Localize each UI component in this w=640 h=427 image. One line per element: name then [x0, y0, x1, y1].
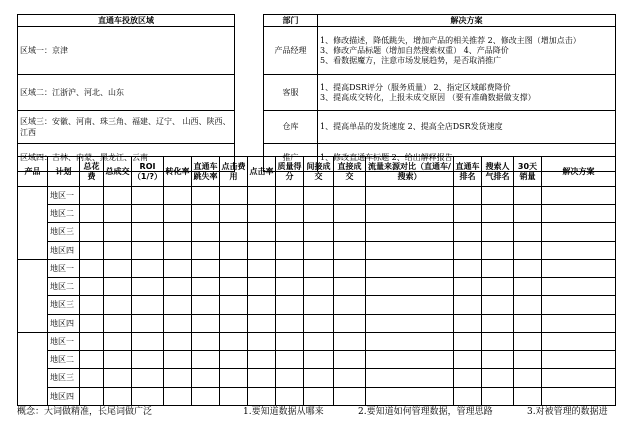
- data-cell: [514, 223, 542, 242]
- data-cell: [220, 205, 248, 223]
- data-cell: [248, 205, 276, 223]
- data-cell: [192, 205, 220, 223]
- product-cell: [18, 187, 48, 260]
- region-row-4: 区域四：吉林、内蒙、黑龙江、云南: [18, 144, 235, 172]
- data-cell: [514, 388, 542, 406]
- table-row: [18, 296, 616, 315]
- data-cell: [334, 388, 366, 406]
- data-cell: [132, 388, 164, 406]
- data-cell: [482, 296, 514, 315]
- table-row: [18, 388, 616, 406]
- footer-item-3: 3.对被管理的数据进: [527, 407, 608, 417]
- header-search-rank: 搜索人气排名: [482, 157, 514, 187]
- data-cell: [164, 260, 192, 278]
- data-cell: [542, 223, 616, 242]
- data-cell: [248, 187, 276, 205]
- data-cell: [454, 223, 482, 242]
- region-row-1: 区域一：京津: [18, 27, 235, 75]
- data-cell: [164, 205, 192, 223]
- data-cell: [276, 333, 304, 351]
- plan-cell: 地区一: [48, 333, 80, 351]
- data-cell: [220, 187, 248, 205]
- data-cell: [132, 223, 164, 242]
- dept-product-manager: 产品经理: [264, 27, 318, 75]
- data-cell: [276, 278, 304, 296]
- data-cell: [542, 333, 616, 351]
- data-cell: [482, 278, 514, 296]
- data-cell: [220, 369, 248, 388]
- data-cell: [366, 315, 454, 333]
- data-cell: [454, 260, 482, 278]
- data-cell: [132, 296, 164, 315]
- data-cell: [514, 278, 542, 296]
- data-cell: [248, 242, 276, 260]
- header-total-cost: 总花费: [80, 157, 104, 187]
- data-cell: [334, 296, 366, 315]
- data-cell: [80, 242, 104, 260]
- data-cell: [80, 333, 104, 351]
- plan-cell: 地区二: [48, 205, 80, 223]
- data-cell: [104, 296, 132, 315]
- data-cell: [104, 388, 132, 406]
- data-cell: [248, 296, 276, 315]
- data-cell: [220, 333, 248, 351]
- data-cell: [334, 242, 366, 260]
- data-cell: [220, 388, 248, 406]
- header-click-cost: 点击费用: [220, 157, 248, 187]
- data-cell: [164, 278, 192, 296]
- data-cell: [192, 315, 220, 333]
- data-cell: [104, 205, 132, 223]
- solution-line: 3、修改产品标题（增加自然搜索权重） 4、产品降价: [320, 45, 509, 55]
- data-cell: [104, 260, 132, 278]
- solution-table: [263, 14, 616, 172]
- data-cell: [542, 205, 616, 223]
- header-traffic-source: 流量来源对比（直通车/搜索）: [366, 157, 454, 187]
- data-cell: [104, 351, 132, 369]
- data-cell: [542, 260, 616, 278]
- data-cell: [192, 242, 220, 260]
- solution-cell: [318, 75, 616, 111]
- data-cell: [276, 315, 304, 333]
- data-cell: [454, 369, 482, 388]
- data-cell: [366, 388, 454, 406]
- dept-header: 部门: [264, 15, 318, 27]
- data-cell: [542, 369, 616, 388]
- data-cell: [334, 369, 366, 388]
- data-cell: [542, 351, 616, 369]
- data-cell: [164, 315, 192, 333]
- data-cell: [164, 351, 192, 369]
- region-table: [17, 14, 235, 172]
- data-cell: [454, 278, 482, 296]
- data-cell: [542, 315, 616, 333]
- data-cell: [334, 205, 366, 223]
- data-cell: [482, 242, 514, 260]
- data-cell: [482, 260, 514, 278]
- data-cell: [164, 296, 192, 315]
- header-ctr: 点击率: [248, 157, 276, 187]
- data-cell: [132, 315, 164, 333]
- data-cell: [482, 205, 514, 223]
- data-cell: [454, 205, 482, 223]
- data-cell: [276, 242, 304, 260]
- table-row: [18, 260, 616, 278]
- data-cell: [248, 388, 276, 406]
- data-cell: [366, 205, 454, 223]
- data-cell: [192, 296, 220, 315]
- data-cell: [276, 187, 304, 205]
- header-solution: 解决方案: [542, 157, 616, 187]
- main-header-row: [18, 157, 616, 187]
- data-cell: [304, 351, 334, 369]
- data-cell: [482, 187, 514, 205]
- data-cell: [304, 388, 334, 406]
- solution-line: 1、提高单品的发货速度 2、提高全店DSR发货速度: [320, 122, 503, 131]
- data-cell: [220, 260, 248, 278]
- solution-line: 5、看数据魔方，注意市场发展趋势，是否取消推广: [320, 55, 502, 65]
- data-cell: [542, 296, 616, 315]
- data-cell: [482, 223, 514, 242]
- data-cell: [304, 242, 334, 260]
- data-cell: [304, 223, 334, 242]
- table-row: [18, 315, 616, 333]
- data-cell: [276, 205, 304, 223]
- data-cell: [276, 223, 304, 242]
- main-table-body: [18, 187, 616, 406]
- data-cell: [80, 296, 104, 315]
- solution-line: 1、提高DSR评分（服务质量） 2、指定区域邮费降价: [320, 82, 511, 92]
- dept-customer-service: 客服: [264, 75, 318, 111]
- product-cell: [18, 260, 48, 333]
- solution-line: 3、提高成交转化，上报未成交原因 （要有准确数据做支撑）: [320, 92, 536, 102]
- data-cell: [192, 223, 220, 242]
- solution-line: 1、修改描述，降低跳失，增加产品的相关推荐 2、修改主图（增加点击）: [320, 35, 581, 45]
- data-cell: [514, 315, 542, 333]
- data-cell: [304, 369, 334, 388]
- dept-promotion: 推广: [264, 144, 318, 172]
- data-cell: [514, 205, 542, 223]
- data-cell: [304, 315, 334, 333]
- data-cell: [482, 315, 514, 333]
- data-cell: [104, 223, 132, 242]
- data-cell: [454, 187, 482, 205]
- data-cell: [220, 351, 248, 369]
- header-30day-sales: 30天销量: [514, 157, 542, 187]
- plan-cell: 地区二: [48, 278, 80, 296]
- data-cell: [304, 278, 334, 296]
- region-row-3: 区域三：安徽、河南、珠三角、福建、辽宁、 山西、陕西、江西: [18, 111, 235, 144]
- data-cell: [366, 278, 454, 296]
- data-cell: [454, 296, 482, 315]
- data-cell: [542, 388, 616, 406]
- data-cell: [248, 278, 276, 296]
- data-cell: [366, 333, 454, 351]
- data-cell: [334, 351, 366, 369]
- data-cell: [454, 242, 482, 260]
- footer-concept: 概念：大词做精准，长尾词做广泛: [17, 407, 153, 417]
- table-row: [18, 351, 616, 369]
- data-cell: [366, 242, 454, 260]
- main-table: [17, 156, 616, 406]
- data-cell: [104, 333, 132, 351]
- data-cell: [80, 205, 104, 223]
- data-cell: [248, 351, 276, 369]
- data-cell: [454, 351, 482, 369]
- solution-line: 1、修改直通车标题 2、给出解释报告: [320, 152, 453, 162]
- table-row: [18, 278, 616, 296]
- data-cell: [220, 315, 248, 333]
- data-cell: [366, 223, 454, 242]
- data-cell: [104, 278, 132, 296]
- plan-cell: 地区四: [48, 388, 80, 406]
- data-cell: [454, 388, 482, 406]
- region-row-2: 区域二：江浙沪、河北、山东: [18, 75, 235, 111]
- data-cell: [132, 351, 164, 369]
- data-cell: [248, 260, 276, 278]
- data-cell: [334, 187, 366, 205]
- solution-cell: [318, 27, 616, 75]
- header-indirect: 间接成交: [304, 157, 334, 187]
- data-cell: [132, 333, 164, 351]
- data-cell: [514, 187, 542, 205]
- data-cell: [220, 278, 248, 296]
- data-cell: [514, 260, 542, 278]
- data-cell: [276, 296, 304, 315]
- header-total-deals: 总成交: [104, 157, 132, 187]
- data-cell: [514, 296, 542, 315]
- table-row: [18, 242, 616, 260]
- solution-header: 解决方案: [318, 15, 616, 27]
- data-cell: [80, 260, 104, 278]
- plan-cell: 地区三: [48, 369, 80, 388]
- data-cell: [132, 278, 164, 296]
- data-cell: [304, 260, 334, 278]
- data-cell: [366, 260, 454, 278]
- data-cell: [454, 333, 482, 351]
- data-cell: [80, 315, 104, 333]
- plan-cell: 地区三: [48, 296, 80, 315]
- data-cell: [192, 333, 220, 351]
- data-cell: [192, 351, 220, 369]
- data-cell: [366, 296, 454, 315]
- data-cell: [80, 187, 104, 205]
- data-cell: [276, 351, 304, 369]
- data-cell: [304, 187, 334, 205]
- data-cell: [482, 388, 514, 406]
- data-cell: [80, 369, 104, 388]
- data-cell: [104, 369, 132, 388]
- data-cell: [366, 187, 454, 205]
- data-cell: [276, 260, 304, 278]
- plan-cell: 地区四: [48, 242, 80, 260]
- header-ztc-rank: 直通车排名: [454, 157, 482, 187]
- data-cell: [482, 333, 514, 351]
- header-direct: 直接成交: [334, 157, 366, 187]
- data-cell: [132, 187, 164, 205]
- data-cell: [104, 315, 132, 333]
- data-cell: [542, 187, 616, 205]
- data-cell: [192, 278, 220, 296]
- data-cell: [220, 223, 248, 242]
- data-cell: [334, 278, 366, 296]
- data-cell: [248, 315, 276, 333]
- data-cell: [220, 296, 248, 315]
- data-cell: [80, 278, 104, 296]
- region-table-title: 直通车投放区域: [18, 15, 235, 27]
- data-cell: [514, 369, 542, 388]
- header-roi: ROI（1/?）: [132, 157, 164, 187]
- plan-cell: 地区四: [48, 315, 80, 333]
- plan-cell: 地区三: [48, 223, 80, 242]
- data-cell: [192, 187, 220, 205]
- data-cell: [104, 242, 132, 260]
- header-product: 产品: [18, 157, 48, 187]
- data-cell: [164, 187, 192, 205]
- data-cell: [366, 369, 454, 388]
- data-cell: [132, 260, 164, 278]
- data-cell: [454, 315, 482, 333]
- plan-cell: 地区二: [48, 351, 80, 369]
- data-cell: [220, 242, 248, 260]
- header-conversion: 转化率: [164, 157, 192, 187]
- data-cell: [248, 369, 276, 388]
- data-cell: [334, 223, 366, 242]
- data-cell: [192, 260, 220, 278]
- data-cell: [334, 315, 366, 333]
- data-cell: [192, 369, 220, 388]
- data-cell: [334, 260, 366, 278]
- data-cell: [366, 351, 454, 369]
- data-cell: [482, 369, 514, 388]
- data-cell: [164, 333, 192, 351]
- data-cell: [164, 242, 192, 260]
- table-row: [18, 333, 616, 351]
- data-cell: [248, 223, 276, 242]
- data-cell: [276, 369, 304, 388]
- table-row: [18, 369, 616, 388]
- data-cell: [304, 296, 334, 315]
- plan-cell: 地区一: [48, 260, 80, 278]
- data-cell: [80, 223, 104, 242]
- plan-cell: 地区一: [48, 187, 80, 205]
- dept-warehouse: 仓库: [264, 111, 318, 144]
- data-cell: [304, 205, 334, 223]
- data-cell: [132, 369, 164, 388]
- data-cell: [80, 388, 104, 406]
- data-cell: [192, 388, 220, 406]
- data-cell: [482, 351, 514, 369]
- table-row: [18, 205, 616, 223]
- data-cell: [164, 223, 192, 242]
- data-cell: [276, 388, 304, 406]
- footer-item-2: 2.要知道如何管理数据，管理思路: [358, 407, 493, 417]
- data-cell: [514, 242, 542, 260]
- header-quality: 质量得分: [276, 157, 304, 187]
- data-cell: [248, 333, 276, 351]
- data-cell: [104, 187, 132, 205]
- solution-cell: [318, 111, 616, 144]
- data-cell: [164, 388, 192, 406]
- data-cell: [542, 242, 616, 260]
- data-cell: [334, 333, 366, 351]
- data-cell: [542, 278, 616, 296]
- table-row: [18, 223, 616, 242]
- data-cell: [514, 333, 542, 351]
- data-cell: [132, 242, 164, 260]
- data-cell: [304, 333, 334, 351]
- table-row: [18, 187, 616, 205]
- data-cell: [514, 351, 542, 369]
- data-cell: [164, 369, 192, 388]
- data-cell: [80, 351, 104, 369]
- header-plan: 计划: [48, 157, 80, 187]
- product-cell: [18, 333, 48, 406]
- footer-item-1: 1.要知道数据从哪来: [243, 407, 324, 417]
- data-cell: [132, 205, 164, 223]
- header-bounce: 直通车跳失率: [192, 157, 220, 187]
